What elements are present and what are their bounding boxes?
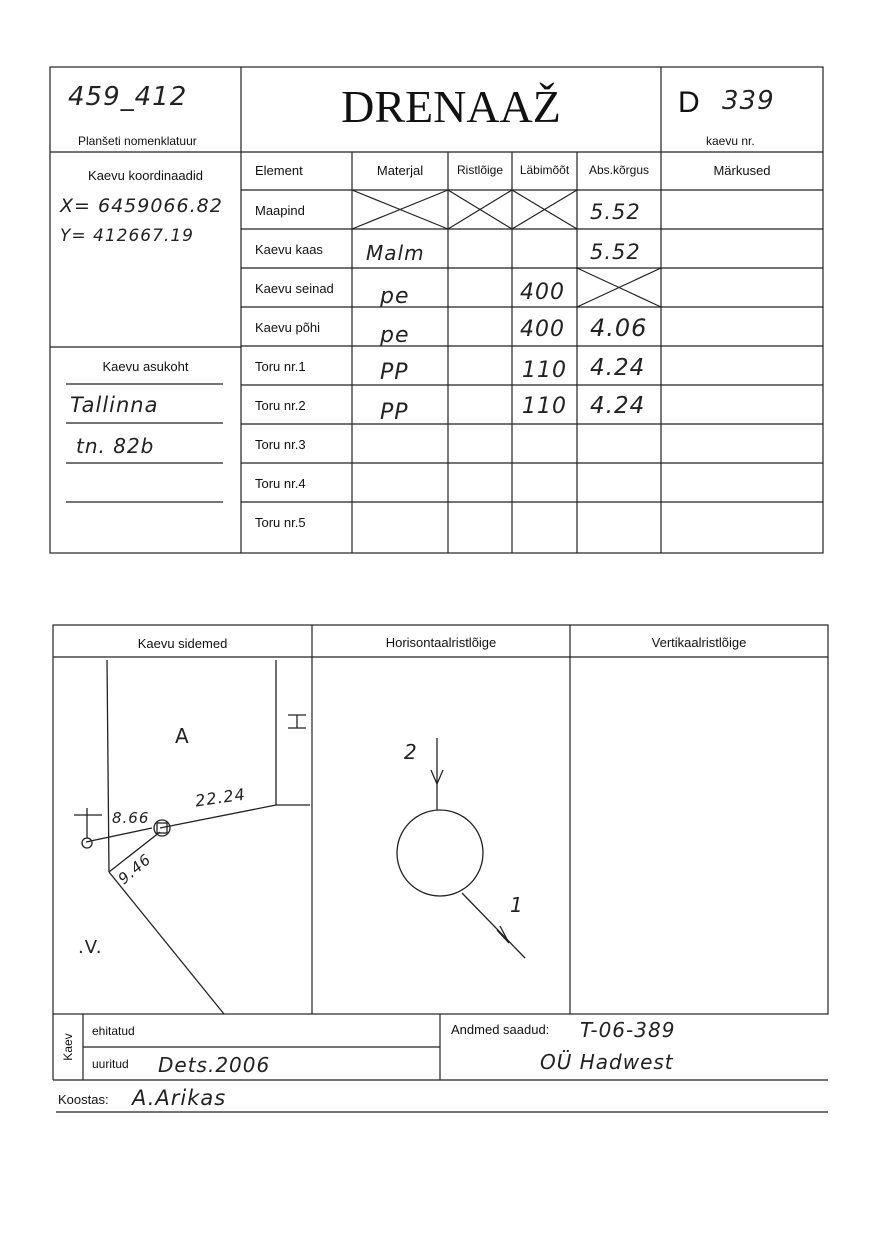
row-element: Toru nr.2 [255, 398, 306, 413]
row-diameter: 110 [522, 394, 567, 419]
compiled-label: Koostas: [58, 1092, 109, 1107]
location-line2: tn. 82b [76, 434, 155, 458]
pipe-1-label: 1 [510, 893, 524, 917]
well-label: kaevu nr. [706, 134, 755, 148]
location-line1: Tallinna [70, 393, 159, 417]
header-well-ties: Kaevu sidemed [137, 636, 228, 651]
header-cross-section: Ristlõige [456, 163, 504, 177]
location-label: Kaevu asukoht [102, 359, 189, 374]
sheet-number: 459_412 [68, 82, 188, 112]
row-height: 5.52 [590, 240, 641, 264]
row-diameter: 110 [522, 358, 567, 383]
row-element: Kaevu kaas [255, 242, 323, 257]
page-title: DRENAAŽ [341, 81, 561, 132]
row-diameter: 400 [520, 280, 565, 305]
row-element: Maapind [255, 203, 305, 218]
row-element: Kaevu seinad [255, 281, 334, 296]
data-source-value-2: OÜ Hadwest [540, 1050, 674, 1074]
row-element: Toru nr.4 [255, 476, 306, 491]
row-element: Toru nr.1 [255, 359, 306, 374]
row-element: Toru nr.5 [255, 515, 306, 530]
pipe-2-label: 2 [404, 740, 418, 764]
header-diameter: Läbimõõt [519, 163, 570, 177]
distance-3: 9.46 [114, 850, 155, 888]
built-label: ehitatud [92, 1024, 135, 1038]
horizontal-section-drawing [397, 738, 525, 958]
distance-2: 22.24 [193, 784, 247, 811]
area-label: A [175, 724, 190, 748]
header-abs-height: Abs.kõrgus [588, 163, 650, 177]
data-source-value-1: T-06-389 [580, 1018, 676, 1042]
header-material: Materjal [376, 163, 424, 178]
well-vertical-label: Kaev [61, 1033, 75, 1061]
header-horizontal-section: Horisontaalristlõige [385, 635, 497, 650]
row-height: 4.06 [590, 314, 648, 342]
well-prefix: D [678, 86, 700, 119]
row-material: pe [380, 323, 410, 348]
row-material: Malm [366, 241, 425, 265]
row-height: 4.24 [590, 355, 646, 381]
compiled-value: A.Arikas [132, 1086, 227, 1110]
coordinate-y: Y= 412667.19 [60, 226, 194, 246]
well-number: 339 [722, 86, 775, 116]
site-sketch [74, 660, 310, 1014]
row-height: 5.52 [590, 200, 641, 224]
row-element: Kaevu põhi [255, 320, 321, 335]
distance-1: 8.66 [112, 809, 150, 827]
surveyed-value: Dets.2006 [158, 1053, 271, 1077]
tree-mark: .V. [78, 937, 103, 958]
row-material: PP [380, 400, 409, 425]
surveyed-label: uuritud [92, 1057, 129, 1071]
row-element: Toru nr.3 [255, 437, 306, 452]
header-vertical-section: Vertikaalristlõige [651, 635, 747, 650]
row-diameter: 400 [520, 317, 565, 342]
header-element: Element [255, 163, 303, 178]
coordinate-x: X= 6459066.82 [60, 195, 223, 217]
sheet-label: Planšeti nomenklatuur [78, 134, 197, 148]
data-source-label: Andmed saadud: [451, 1022, 550, 1037]
coordinates-label: Kaevu koordinaadid [88, 168, 203, 183]
row-material: pe [380, 284, 410, 309]
row-material: PP [380, 360, 409, 385]
row-height: 4.24 [590, 393, 646, 419]
header-notes: Märkused [713, 163, 771, 178]
